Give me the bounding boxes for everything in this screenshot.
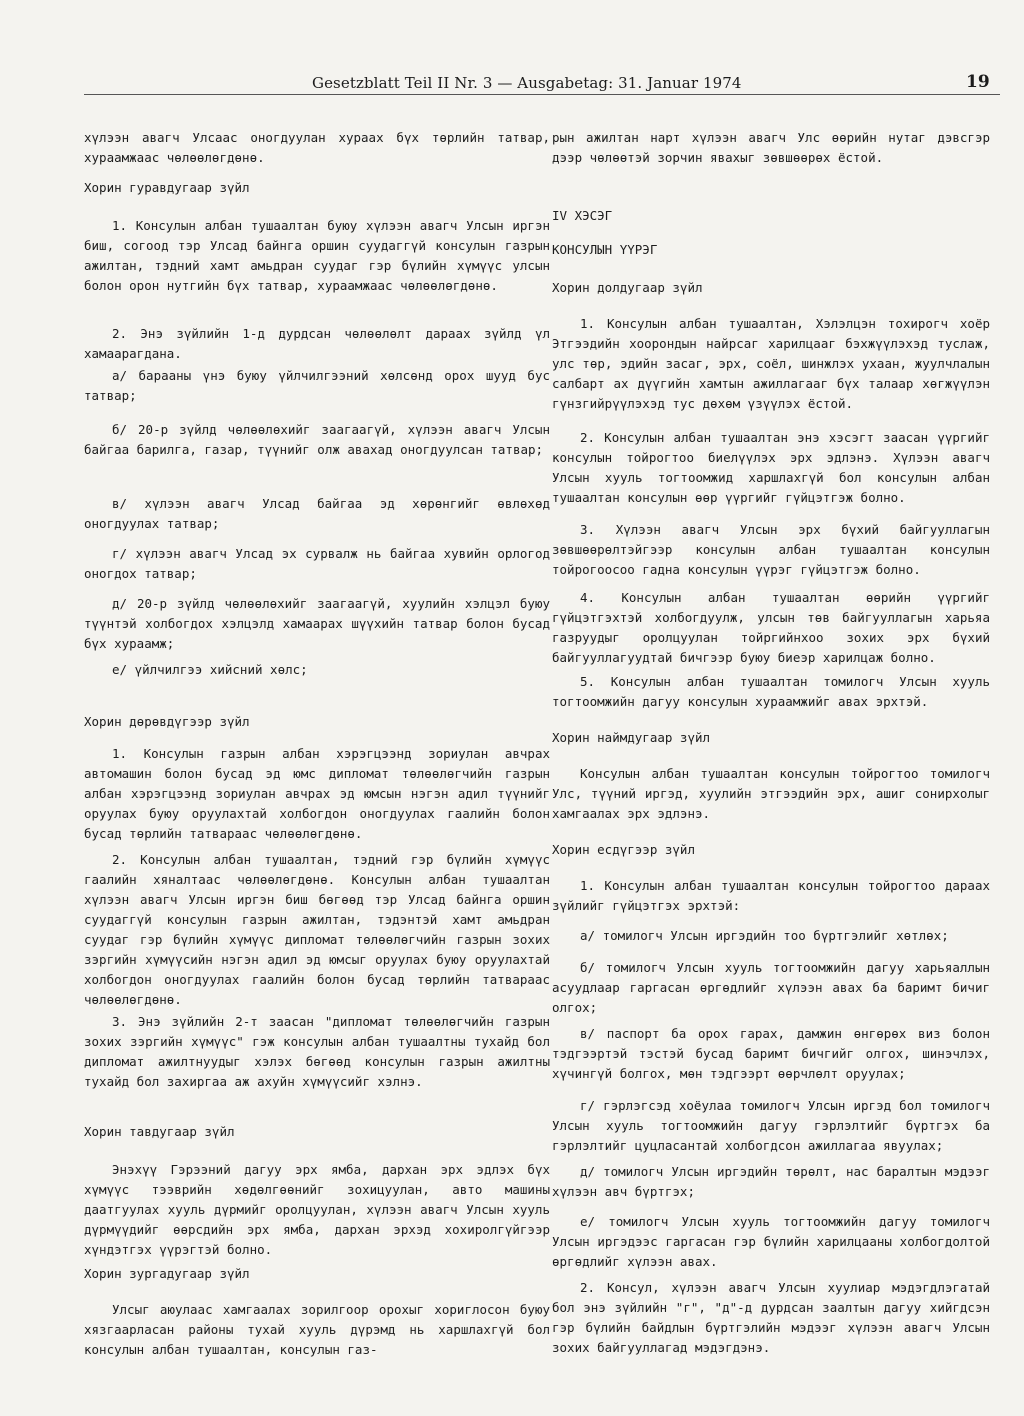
article-heading-27: Хорин долдугаар зүйл [552, 280, 703, 295]
list-item: в/ хүлээн авагч Улсад байгаа эд хөрөнгийг өвлөхөд оногдуулах татвар; [84, 496, 550, 531]
article-heading-23: Хорин гуравдугаар зүйл [84, 180, 250, 195]
article-heading-26: Хорин зургадугаар зүйл [84, 1266, 250, 1281]
paragraph: 3. Хүлээн авагч Улсын эрх бүхий байгууллагын зөвшөөрөлтэйгээр консулын албан тушаалтан консулын тойрогоосоо гадна консулын үүрэг гүйцэтгэж болно. [552, 522, 990, 577]
section-title: КОНСУЛЫН ҮҮРЭГ [552, 242, 658, 257]
paragraph: 2. Консул, хүлээн авагч Улсын хуулиар мэдэгдлэгатай бол энэ зүйлийн "г", "д"-д дурдсан заалтын дагуу хийгдсэн гэр бүлийн байдлын бүртгэлийн мэдээг хүлээн авагч Улсын зохих байгууллагад мэдэгдэнэ. [552, 1280, 990, 1355]
list-item: а/ барааны үнэ буюу үйлчилгээний хөлсөнд орох шууд бус татвар; [84, 368, 550, 403]
paragraph: 1. Консулын албан тушаалтан консулын тойрогтоо дараах зүйлийг гүйцэтгэх эрхтэй: [552, 878, 990, 913]
article-heading-28: Хорин наймдугаар зүйл [552, 730, 711, 745]
list-item: б/ томилогч Улсын хууль тогтоомжийн дагуу харьяаллын асуудлаар гаргасан өргөдлийг хүлээн авах ба баримт бичиг олгох; [552, 960, 990, 1015]
paragraph: хүлээн авагч Улсаас оногдуулан хураах бүх төрлийн татвар, хураамжаас чөлөөлөгдөнө. [84, 130, 550, 165]
paragraph: 4. Консулын албан тушаалтан өөрийн үүргийг гүйцэтгэхтэй холбогдуулж, улсын төв байгууллагын харьяа газруудыг оролцуулан тойргийнхоо зохих эрх бүхий байгууллагуудтай бичгээр буюу биеэр харилцаж болно. [552, 590, 990, 665]
article-heading-24: Хорин дөрөвдүгээр зүйл [84, 714, 250, 729]
list-item: е/ томилогч Улсын хууль тогтоомжийн дагуу томилогч Улсын иргэдээс гаргасан гэр бүлийн харилцааны холбогдолтой өргөдлийг хүлээн авах. [552, 1214, 990, 1269]
paragraph: 3. Энэ зүйлийн 2-т заасан "дипломат төлөөлөгчийн газрын зохих зэргийн хүмүүс" гэж консулын албан тушаалтны тухайд бол дипломат ажилтнуудыг хэлэх бөгөөд консулын газрын ажилтны тухайд бол захиргаа аж ахуйн хүмүүсийг хэлнэ. [84, 1014, 550, 1089]
page-number: 19 [966, 72, 990, 92]
paragraph: 1. Консулын албан тушаалтан, Хэлэлцэн тохирогч хоёр Этгээдийн хоорондын найрсаг харилцааг бэхжүүлэхэд туслаж, улс төр, эдийн засаг, эрх, соёл, шинжлэх ухаан, жуулчлалын салбарт ах дүүгийн хамтын ажиллагааг бүх талаар хөгжүүлэн гүнзгийрүүлэхэд тус дөхөм үзүүлэх ёстой. [552, 316, 990, 411]
paragraph: 5. Консулын албан тушаалтан томилогч Улсын хууль тогтоомжийн дагуу консулын хураамжийг авах эрхтэй. [552, 674, 990, 709]
paragraph: Энэхүү Гэрээний дагуу эрх ямба, дархан эрх эдлэх бүх хүмүүс тээврийн хөдөлгөөнийг зохицуулан, авто машины даатгуулах хууль дүрмийг оролцуулан, хүлээн авагч Улсын хууль дүрмүүдийг өөрсдийн эрх ямба, дархан эрхэд хохиролгүйгээр хүндэтгэх үүрэгтэй болно. [84, 1162, 550, 1257]
paragraph: 1. Консулын албан тушаалтан буюу хүлээн авагч Улсын иргэн биш, согоод тэр Улсад байнга оршин суудаггүй консулын газрын ажилтан, тэдний хамт амьдран суудаг гэр бүлийн хүмүүс улсын болон орон нутгийн бүх татвар, хураамжаас чөлөөлөгдөнө. [84, 218, 550, 293]
paragraph: Консулын албан тушаалтан консулын тойрогтоо томилогч Улс, түүний иргэд, хуулийн этгээдийн эрх, ашиг сонирхолыг хамгаалах эрх эдлэнэ. [552, 766, 990, 821]
list-item: е/ үйлчилгээ хийсний хөлс; [112, 662, 308, 677]
section-number: IV ХЭСЭГ [552, 208, 613, 223]
paragraph: 1. Консулын газрын албан хэрэгцээнд зориулан авчрах автомашин болон бусад эд юмс дипломат төлөөлөгчийн газрын албан хэрэгцээнд зориулан авчрах эд юмсын нэгэн адил түүнийг оруулах буюу оруулахтай холбогдон оногдуулах гаалийн болон бусад төрлийн татвараас чөлөөлөгдөнө. [84, 746, 550, 841]
list-item: д/ 20-р зүйлд чөлөөлөхийг заагаагүй, хуулийн хэлцэл буюу түүнтэй холбогдох хэлцэлд хамаарах шүүхийн татвар болон бусад бүх хураамж; [84, 596, 550, 651]
list-item: г/ хүлээн авагч Улсад эх сурвалж нь байгаа хувийн орлогод оногдох татвар; [84, 546, 550, 581]
article-heading-29: Хорин есдүгээр зүйл [552, 842, 695, 857]
paragraph: 2. Консулын албан тушаалтан, тэдний гэр бүлийн хүмүүс гаалийн хяналтаас чөлөөлөгдөнө. Консулын албан тушаалтан хүлээн авагч Улсын иргэн биш бөгөөд тэр Улсад байнга оршин суудаггүй консулын газрын ажилтан, тэдэнтэй хамт амьдран суудаг гэр бүлийн хүмүүс дипломат төлөөлөгчийн газрын зохих зэргийн хүмүүсийн нэгэн адил эд юмсыг оруулах буюу оруулахтай холбогдон оногдуулах гаалийн болон бусад төрлийн татвараас чөлөөлөгдөнө. [84, 852, 550, 1007]
list-item: а/ томилогч Улсын иргэдийн тоо бүртгэлийг хөтлөх; [580, 928, 949, 943]
list-item: д/ томилогч Улсын иргэдийн төрөлт, нас баралтын мэдээг хүлээн авч бүртгэх; [552, 1164, 990, 1199]
list-item: г/ гэрлэгсэд хоёулаа томилогч Улсын иргэд бол томилогч Улсын хууль тогтоомжийн дагуу гэрлэлтийг бүртгэх ба гэрлэлтийг цуцласантай холбогдсон ажиллагаа явуулах; [552, 1098, 990, 1153]
header-rule [84, 94, 1000, 95]
paragraph: 2. Консулын албан тушаалтан энэ хэсэгт заасан үүргийг консулын тойрогтоо биелүүлэх эрх эдлэнэ. Хүлээн авагч Улсын хууль тогтоомжид харшлахгүй бол консулын албан тушаалтан консулын өөр үүргийг гүйцэтгэж болно. [552, 430, 990, 505]
paragraph: Улсыг аюулаас хамгаалах зорилгоор орохыг хориглосон буюу хязгаарласан районы тухай хууль дүрэмд нь харшлахгүй бол консулын албан тушаалтан, консулын газ- [84, 1302, 550, 1357]
paragraph: рын ажилтан нарт хүлээн авагч Улс өөрийн нутаг дэвсгэр дээр чөлөөтэй зорчин явахыг зөвшөөрөх ёстой. [552, 130, 990, 165]
list-item: б/ 20-р зүйлд чөлөөлөхийг заагаагүй, хүлээн авагч Улсын байгаа барилга, газар, түүнийг олж авахад оногдуулсан татвар; [84, 422, 550, 457]
list-item: в/ паспорт ба орох гарах, дамжин өнгөрөх виз болон тэдгээртэй тэстэй бусад баримт бичгийг олгох, шинэчлэх, хүчингүй болгох, мөн тэдгээрт өөрчлөлт оруулах; [552, 1026, 990, 1081]
gazette-title: Gesetzblatt Teil II Nr. 3 — Ausgabetag: 31. Januar 1974 [312, 74, 742, 92]
paragraph: 2. Энэ зүйлийн 1-д дурдсан чөлөөлөлт дараах зүйлд үл хамаарагдана. [84, 326, 550, 361]
page-header [0, 74, 1024, 98]
article-heading-25: Хорин тавдугаар зүйл [84, 1124, 235, 1139]
